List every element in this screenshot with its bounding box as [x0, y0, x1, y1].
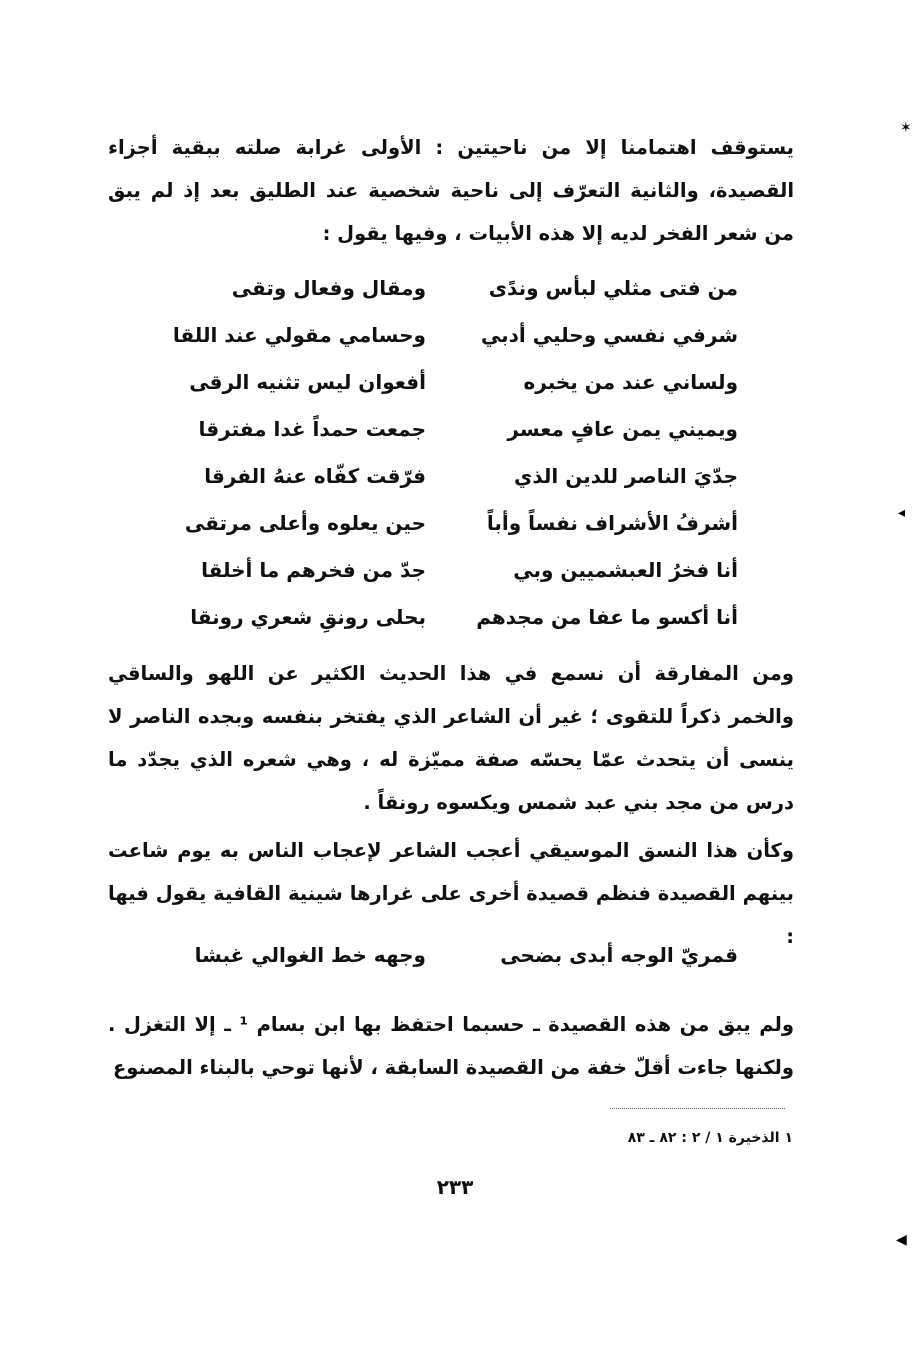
verse-second-half: وحسامي مقولي عند اللقا: [172, 323, 426, 347]
margin-mark-icon: ◀: [896, 1232, 907, 1248]
footnote: ١ الذخيرة ١ / ٢ : ٨٢ ـ ٨٣: [627, 1130, 793, 1146]
paragraph-second-poem-intro: وكأن هذا النسق الموسيقي أعجب الشاعر لإعجاب الناس به يوم شاعت بينهم القصيدة فنظم قصيدة أخرى على غرارها شينية القافية يقول فيها :: [108, 839, 794, 948]
verse-line-second-poem: [108, 943, 794, 993]
verse-second-half: وجهه خط الغوالي غبشا: [194, 943, 426, 967]
verse-line: [108, 323, 794, 373]
verse-second-half: ومقال وفعال وتقى: [231, 276, 426, 300]
verse-line: [108, 276, 794, 326]
verse-second-half: جدّ من فخرهم ما أخلقا: [201, 558, 426, 582]
verse-first-half: جدّيَ الناصر للدين الذي: [514, 464, 738, 488]
verse-first-half: من فتى مثلي لبأس وندًى: [488, 276, 738, 300]
paragraph-commentary: ومن المفارقة أن نسمع في هذا الحديث الكثير عن اللهو والساقي والخمر ذكراً للتقوى ؛ غير أن الشاعر الذي يفتخر بنفسه وبجده الناصر لا ينسى أن يتحدث عمّا يحسّه صفة مميّزة له ، وهي شعره الذي يجدّد ما درس من مجد بني عبد شمس ويكسوه رونقاً .: [108, 662, 794, 814]
paragraph-closing: ولم يبق من هذه القصيدة ـ حسبما احتفظ بها ابن بسام ¹ ـ إلا التغزل . ولكنها جاءت أقلّ خفة من القصيدة السابقة ، لأنها توحي بالبناء المصنوع: [108, 1013, 794, 1079]
verse-line: [108, 417, 794, 467]
verse-first-half: ولساني عند من يخبره: [523, 370, 738, 394]
verse-line: [108, 511, 794, 561]
verse-first-half: ويميني يمن عافٍ معسر: [507, 417, 738, 441]
verse-line: [108, 605, 794, 655]
verse-second-half: جمعت حمداً غدا مفترقا: [198, 417, 426, 441]
verse-first-half: أنا أكسو ما عفا من مجدهم: [476, 605, 738, 629]
verse-first-half: شرفي نفسي وحليي أدبي: [480, 323, 738, 347]
verse-first-half: أنا فخرُ العبشميين وبي: [513, 558, 738, 582]
verse-first-half: قمريّ الوجه أبدى بضحى: [500, 943, 738, 967]
margin-mark-icon: ◂: [898, 505, 906, 521]
verse-line: [108, 370, 794, 420]
verse-line: [108, 464, 794, 514]
footnote-divider: [610, 1108, 785, 1109]
verse-line: [108, 558, 794, 608]
margin-mark-icon: ✶: [900, 120, 912, 136]
page-number: ٢٣٣: [436, 1175, 474, 1199]
verse-second-half: حين يعلوه وأعلى مرتقى: [184, 511, 426, 535]
verse-first-half: أشرفُ الأشراف نفساً وأباً: [486, 511, 738, 535]
verse-second-half: أفعوان ليس تثنيه الرقى: [189, 370, 426, 394]
verse-second-half: فرّقت كفّاه عنهُ الفرقا: [204, 464, 426, 488]
verse-second-half: بحلى رونقِ شعري رونقا: [190, 605, 426, 629]
paragraph-intro: يستوقف اهتمامنا إلا من ناحيتين : الأولى غرابة صلته ببقية أجزاء القصيدة، والثانية التعرّف إلى ناحية شخصية عند الطليق بعد إذ لم يبق من شعر الفخر لديه إلا هذه الأبيات ، وفيها يقول :: [108, 136, 794, 245]
